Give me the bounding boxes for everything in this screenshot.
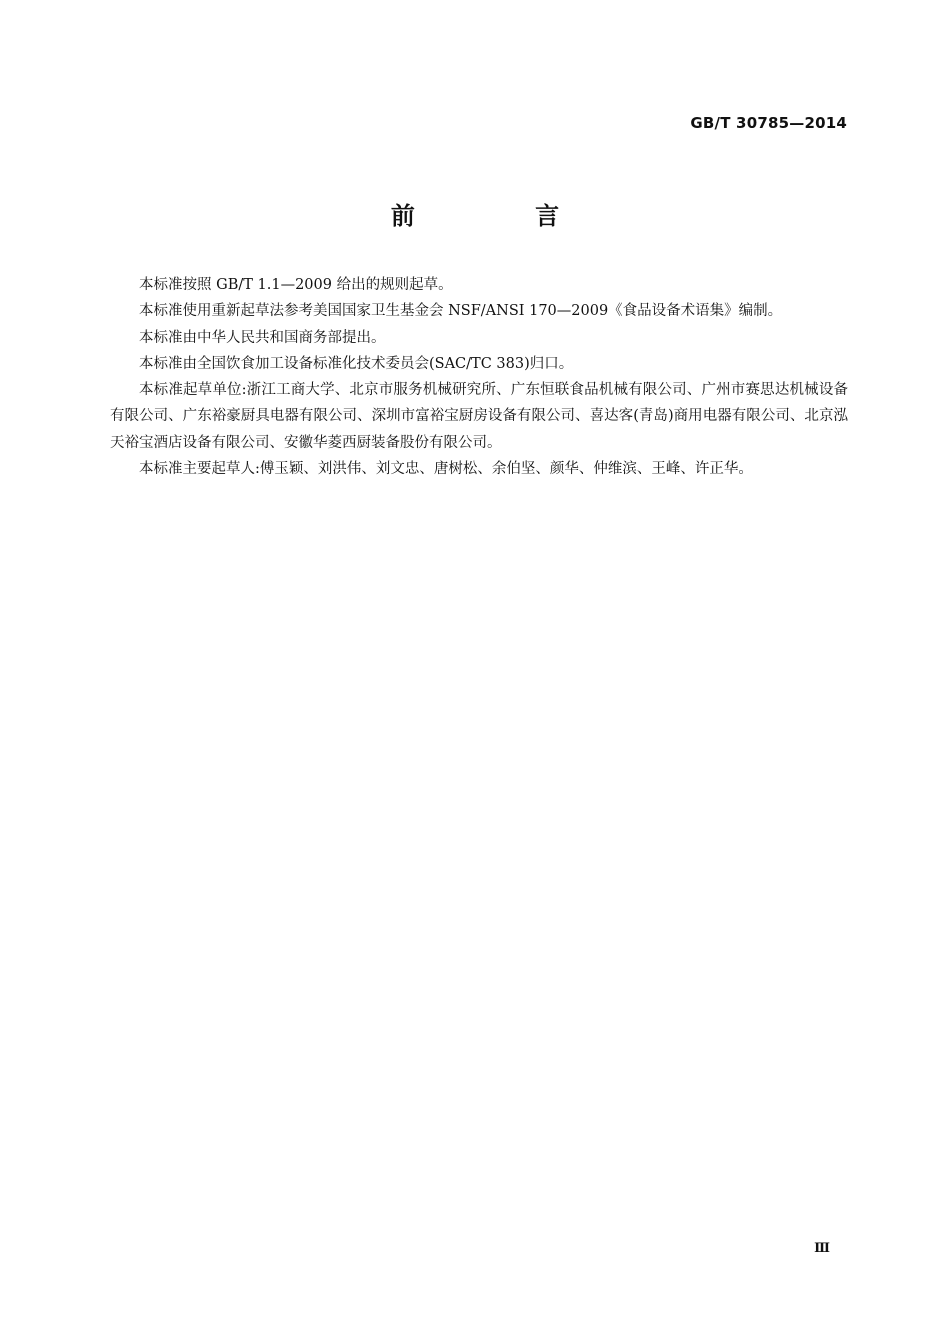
foreword-body [110, 272, 848, 482]
paragraph-committee: 本标准由全国饮食加工设备标准化技术委员会(SAC/TC 383)归口。 [139, 355, 574, 372]
page-number: Ⅲ [814, 1241, 830, 1256]
paragraph-drafting-units: 本标准起草单位:浙江工商大学、北京市服务机械研究所、广东恒联食品机械有限公司、广州市赛思达机械设备有限公司、广东裕豪厨具电器有限公司、深圳市富裕宝厨房设备有限公司、喜达客(青岛)商用电器有限公司、北京泓天裕宝酒店设备有限公司、安徽华菱西厨装备股份有限公司。 [110, 382, 848, 451]
standard-number: GB/T 30785—2014 [690, 114, 847, 132]
paragraph-proposer: 本标准由中华人民共和国商务部提出。 [139, 329, 386, 346]
paragraph-reference-standard: 本标准使用重新起草法参考美国国家卫生基金会 NSF/ANSI 170—2009《食品设备术语集》编制。 [139, 303, 783, 320]
paragraph-drafting-rules: 本标准按照 GB/T 1.1—2009 给出的规则起草。 [139, 277, 453, 293]
page-title: 前 言 [390, 202, 616, 230]
paragraph-drafters: 本标准主要起草人:傅玉颖、刘洪伟、刘文忠、唐树松、余伯坚、颜华、仲维滨、王峰、许正华。 [139, 461, 753, 478]
